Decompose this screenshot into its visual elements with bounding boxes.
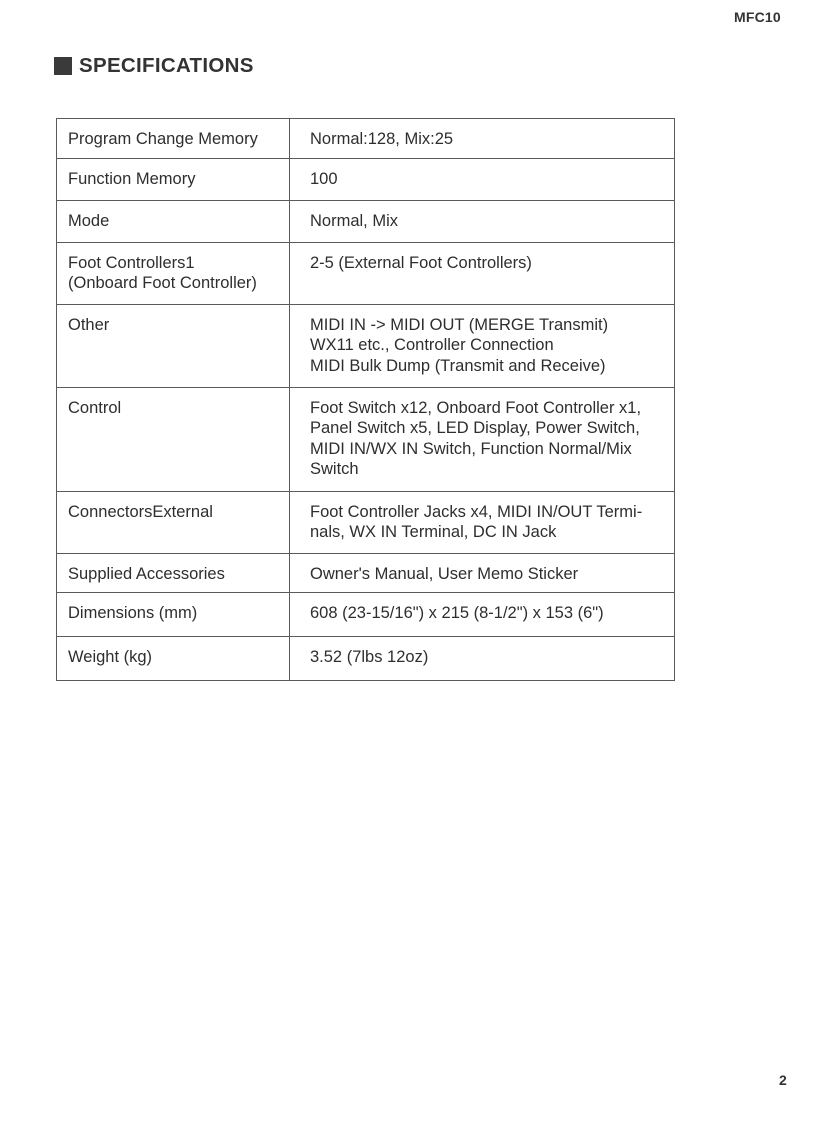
spec-label-line: Other bbox=[68, 315, 110, 334]
spec-value-line: Normal:128, Mix:25 bbox=[310, 130, 454, 148]
spec-label bbox=[57, 491, 290, 553]
spec-label-line: Control bbox=[68, 398, 122, 417]
spec-row bbox=[57, 593, 675, 637]
spec-value-line: Panel Switch x5, LED Display, Power Switch, bbox=[310, 419, 640, 437]
spec-label-line: ConnectorsExternal bbox=[68, 502, 213, 521]
spec-value bbox=[290, 593, 675, 637]
spec-label bbox=[57, 242, 290, 304]
bullet-square-icon bbox=[54, 57, 72, 75]
spec-row bbox=[57, 200, 675, 242]
model-name: MFC10 bbox=[734, 9, 781, 25]
spec-value-line: 3.52 (7lbs 12oz) bbox=[310, 648, 429, 666]
spec-value-line: Foot Switch x12, Onboard Foot Controller x1, bbox=[310, 398, 642, 417]
spec-value-line: Switch bbox=[310, 460, 359, 478]
spec-value-line: MIDI Bulk Dump (Transmit and Receive) bbox=[310, 356, 606, 375]
page-number: 2 bbox=[779, 1072, 787, 1088]
spec-value-line: 100 bbox=[310, 169, 338, 188]
spec-row bbox=[57, 304, 675, 387]
spec-label-line: Function Memory bbox=[68, 169, 196, 188]
section-title: SPECIFICATIONS bbox=[79, 54, 254, 77]
spec-value-line: Normal, Mix bbox=[310, 211, 399, 230]
spec-value-line: Owner's Manual, User Memo Sticker bbox=[310, 564, 579, 583]
spec-value bbox=[290, 387, 675, 491]
spec-label bbox=[57, 593, 290, 637]
section-heading bbox=[54, 54, 254, 78]
spec-value-line: 2-5 (External Foot Controllers) bbox=[310, 253, 532, 272]
spec-label-line: Mode bbox=[68, 211, 110, 230]
spec-row bbox=[57, 553, 675, 593]
spec-label-line: Supplied Accessories bbox=[68, 564, 225, 583]
spec-value-line: MIDI IN -> MIDI OUT (MERGE Transmit) bbox=[310, 315, 609, 334]
spec-value-line: Foot Controller Jacks x4, MIDI IN/OUT Termi- bbox=[310, 502, 643, 521]
specifications-table bbox=[56, 118, 675, 681]
spec-row bbox=[57, 158, 675, 200]
spec-value bbox=[290, 304, 675, 387]
spec-label-line: Program Change Memory bbox=[68, 130, 258, 148]
spec-row bbox=[57, 119, 675, 159]
spec-value bbox=[290, 491, 675, 553]
spec-label bbox=[57, 637, 290, 681]
spec-row bbox=[57, 387, 675, 491]
spec-value bbox=[290, 242, 675, 304]
spec-label bbox=[57, 553, 290, 593]
spec-label bbox=[57, 119, 290, 159]
spec-value-line: 608 (23-15/16") x 215 (8-1/2") x 153 (6") bbox=[310, 604, 604, 622]
spec-label-line: Weight (kg) bbox=[68, 648, 153, 666]
spec-label-line: (Onboard Foot Controller) bbox=[68, 274, 257, 292]
spec-label-line: Dimensions (mm) bbox=[68, 604, 198, 622]
spec-row bbox=[57, 491, 675, 553]
spec-label bbox=[57, 387, 290, 491]
spec-label-line: Foot Controllers1 bbox=[68, 253, 195, 272]
spec-value bbox=[290, 553, 675, 593]
spec-value-line: nals, WX IN Terminal, DC IN Jack bbox=[310, 523, 557, 541]
spec-value bbox=[290, 158, 675, 200]
spec-label bbox=[57, 304, 290, 387]
spec-value-line: MIDI IN/WX IN Switch, Function Normal/Mix bbox=[310, 439, 632, 458]
spec-value-line: WX11 etc., Controller Connection bbox=[310, 336, 554, 354]
spec-value bbox=[290, 200, 675, 242]
spec-row bbox=[57, 242, 675, 304]
spec-value bbox=[290, 119, 675, 159]
spec-value bbox=[290, 637, 675, 681]
spec-label bbox=[57, 158, 290, 200]
spec-row bbox=[57, 637, 675, 681]
spec-label bbox=[57, 200, 290, 242]
